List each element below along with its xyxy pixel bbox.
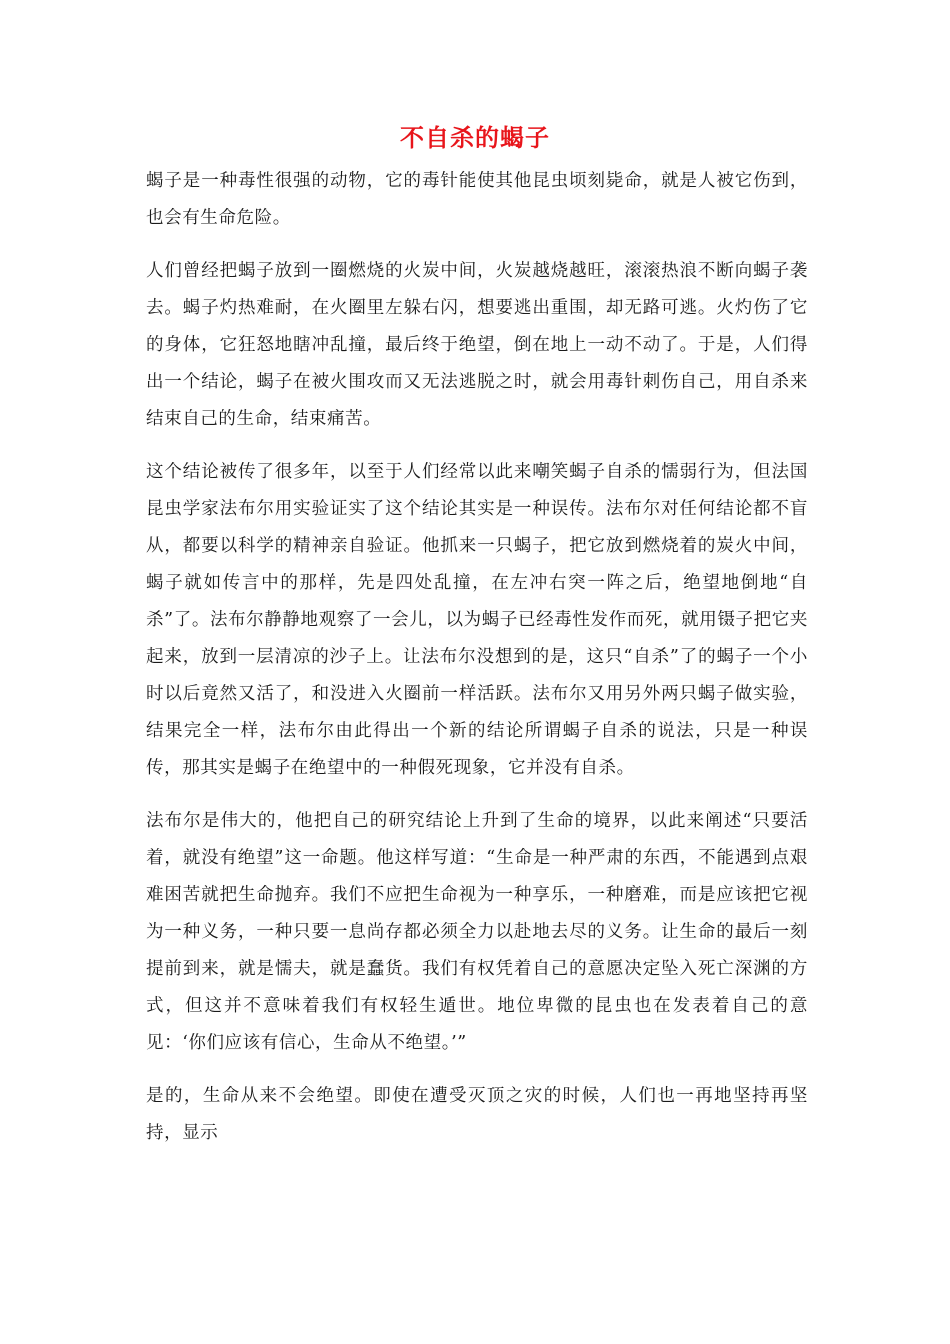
paragraph-2: 人们曾经把蝎子放到一圈燃烧的火炭中间，火炭越烧越旺，滚滚热浪不断向蝎子袭去。蝎子灼热难耐，在火圈里左躲右闪，想要逃出重围，却无路可逃。火灼伤了它的身体，它狂怒地瞎冲乱撞，最后终于绝望，倒在地上一动不动了。于是，人们得出一个结论，蝎子在被火围攻而又无法逃脱之时，就会用毒针刺伤自己，用自杀来结束自己的生命，结束痛苦。 [146,261,808,429]
document-title: 不自杀的蝎子 [400,124,550,152]
paragraph-4: 法布尔是伟大的，他把自己的研究结论上升到了生命的境界，以此来阐述“只要活着，就没有绝望”这一命题。他这样写道：“生命是一种严肃的东西，不能遇到点艰难困苦就把生命抛弃。我们不应把生命视为一种享乐，一种磨难，而是应该把它视为一种义务，一种只要一息尚存都必须全力以赴地去尽的义务。让生命的最后一刻提前到来，就是懦夫，就是蠢货。我们有权凭着自己的意愿决定坠入死亡深渊的方式，但这并不意味着我们有权轻生遁世。地位卑微的昆虫也在发表着自己的意见：‘你们应该有信心，生命从不绝望。’” [146,811,808,1053]
paragraph-3: 这个结论被传了很多年，以至于人们经常以此来嘲笑蝎子自杀的懦弱行为，但法国昆虫学家法布尔用实验证实了这个结论其实是一种误传。法布尔对任何结论都不盲从，都要以科学的精神亲自验证。他抓来一只蝎子，把它放到燃烧着的炭火中间，蝎子就如传言中的那样，先是四处乱撞，在左冲右突一阵之后，绝望地倒地“自杀”了。法布尔静静地观察了一会儿，以为蝎子已经毒性发作而死，就用镊子把它夹起来，放到一层清凉的沙子上。让法布尔没想到的是，这只“自杀”了的蝎子一个小时以后竟然又活了，和没进入火圈前一样活跃。法布尔又用另外两只蝎子做实验，结果完全一样，法布尔由此得出一个新的结论所谓蝎子自杀的说法，只是一种误传，那其实是蝎子在绝望中的一种假死现象，它并没有自杀。 [146,462,808,778]
paragraph-1: 蝎子是一种毒性很强的动物，它的毒针能使其他昆虫顷刻毙命，就是人被它伤到，也会有生命危险。 [146,171,808,228]
document-body [146,163,808,1152]
paragraph-5: 是的，生命从来不会绝望。即使在遭受灭顶之灾的时候，人们也一再地坚持再坚持，显示 [146,1086,808,1143]
